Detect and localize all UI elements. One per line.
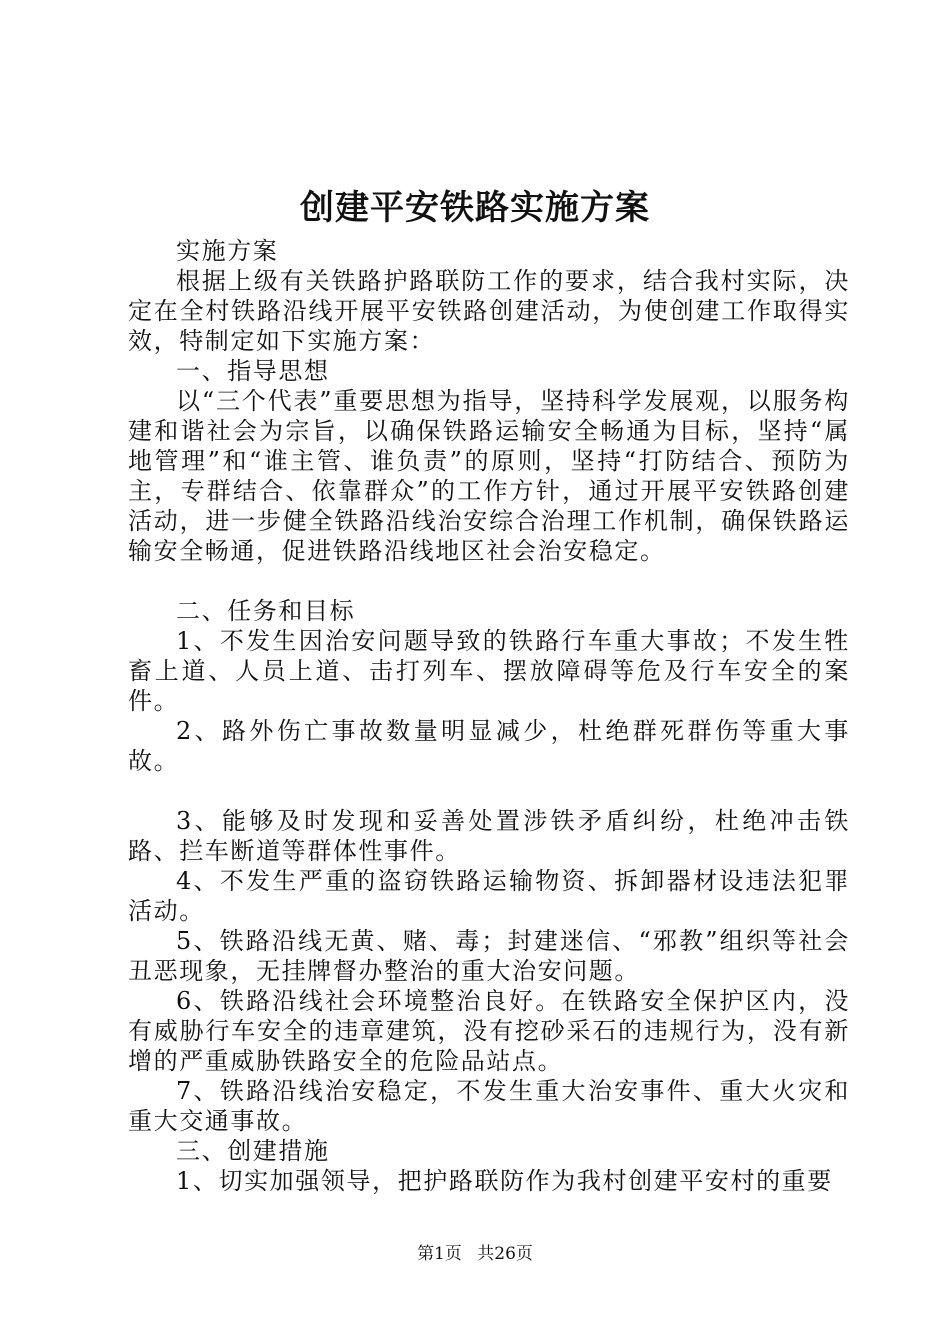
page-number: 第1页 [417,1244,462,1264]
paragraph-heading-plan: 实施方案 [176,237,279,265]
list-item-goal-1: 1、不发生因治安问题导致的铁路行车重大事故；不发生牲畜上道、人员上道、击打列车、摆放障碍等危及行车安全的案件。 [128,627,850,715]
paragraph-guiding-ideology: 以“三个代表”重要思想为指导，坚持科学发展观，以服务构建和谐社会为宗旨，以确保铁路运输安全畅通为目标，坚持“属地管理”和“谁主管、谁负责”的原则，坚持“打防结合、预防为主，专群结合、依靠群众”的工作方针，通过开展平安铁路创建活动，进一步健全铁路沿线治安综合治理工作机制，确保铁路运输安全畅通，促进铁路沿线地区社会治安稳定。 [128,387,850,565]
list-item-goal-3: 3、能够及时发现和妥善处置涉铁矛盾纠纷，杜绝冲击铁路、拦车断道等群体性事件。 [128,807,850,865]
section-heading-tasks-goals: 二、任务和目标 [176,597,356,625]
list-item-goal-2: 2、路外伤亡事故数量明显减少，杜绝群死群伤等重大事故。 [128,717,850,775]
list-item-goal-6: 6、铁路沿线社会环境整治良好。在铁路安全保护区内，没有威胁行车安全的违章建筑，没有挖砂采石的违规行为，没有新增的严重威胁铁路安全的危险品站点。 [128,987,850,1075]
section-heading-measures: 三、创建措施 [176,1137,330,1165]
document-body [128,236,850,1196]
paragraph-spacer [128,566,850,596]
paragraph-spacer [128,776,850,806]
list-item-goal-5: 5、铁路沿线无黄、赌、毒；封建迷信、“邪教”组织等社会丑恶现象，无挂牌督办整治的重大治安问题。 [128,927,850,985]
page-total: 共26页 [477,1244,533,1264]
list-item-goal-4: 4、不发生严重的盗窃铁路运输物资、拆卸器材设违法犯罪活动。 [128,867,850,925]
list-item-measure-1: 1、切实加强领导，把护路联防作为我村创建平安村的重要 [176,1167,833,1195]
page-footer [0,1243,950,1265]
section-heading-guiding-ideology: 一、指导思想 [176,357,330,385]
document-title: 创建平安铁路实施方案 [300,188,650,228]
list-item-goal-7: 7、铁路沿线治安稳定，不发生重大治安事件、重大火灾和重大交通事故。 [128,1077,850,1135]
paragraph-intro: 根据上级有关铁路护路联防工作的要求，结合我村实际，决定在全村铁路沿线开展平安铁路创建活动，为使创建工作取得实效，特制定如下实施方案： [128,267,850,355]
